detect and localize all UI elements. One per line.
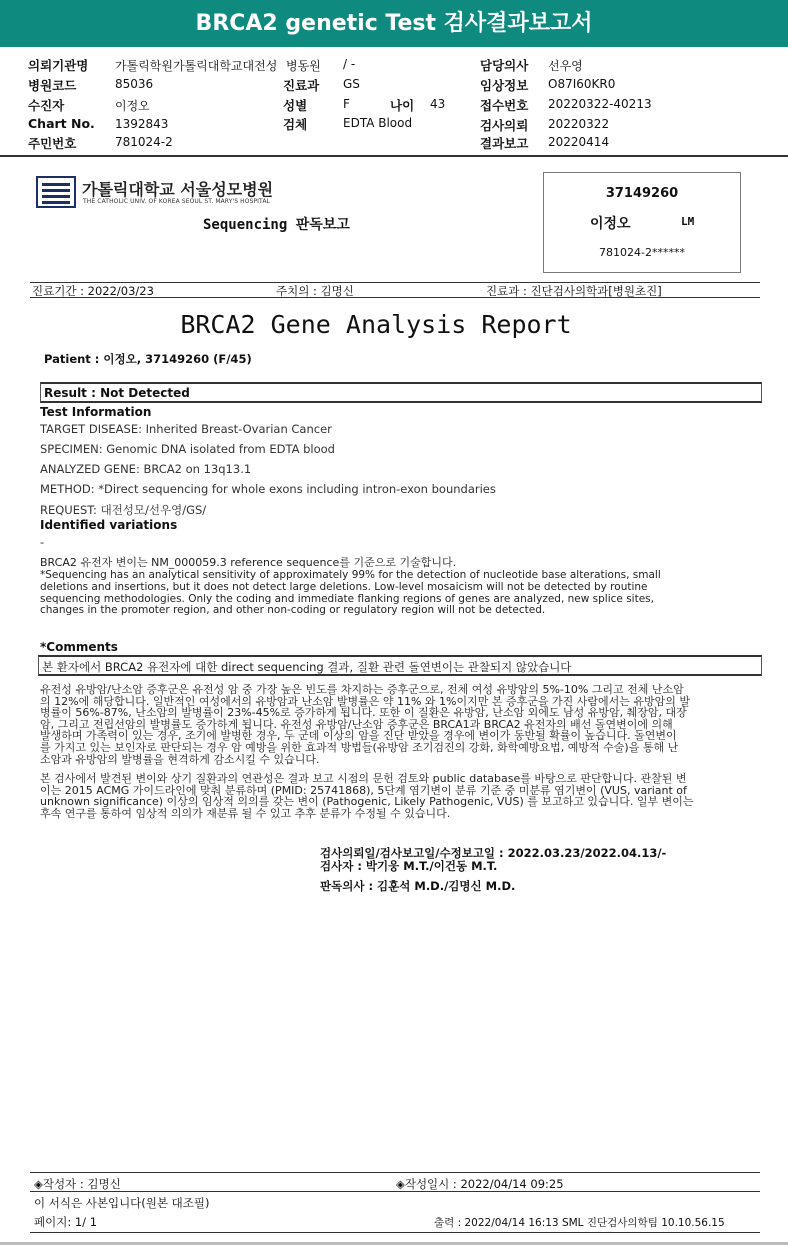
visit-period: 진료기간 : 2022/03/23 <box>32 284 154 298</box>
code-label: 병원코드 <box>28 78 77 93</box>
doctor-value: 선우영 <box>548 59 583 73</box>
paragraph-line: 이는 2015 ACMG 가이드라인에 맞춰 분류하며 (PMID: 25741868), 5단계 염기변이 분류 기준 중 미분류 염기변이 (VUS, variant of <box>40 783 687 797</box>
hospital-label: 의뢰기관명 <box>28 58 89 73</box>
patient-line: Patient : 이정오, 37149260 (F/45) <box>44 352 252 366</box>
dept-label: 진료과 <box>283 78 320 93</box>
sex-label: 성별 <box>283 98 308 113</box>
sequencing-note-2: deletions and insertions, but it does not detect large deletions. Low-level mosaicism will not be detected by routine <box>40 581 648 593</box>
visit-info-bar <box>30 282 760 298</box>
footer-divider-mid <box>30 1191 760 1192</box>
paragraph-line: 유전성 유방암/난소암 증후군은 유전성 암 중 가장 높은 빈도를 차지하는 증후군으로, 전체 여성 유방암의 5%-10% 그리고 전체 난소암 <box>40 683 684 696</box>
report-title: BRCA2 Gene Analysis Report <box>180 310 572 339</box>
paragraph-line: 암, 그리고 전립선암의 발병률도 증가하게 됩니다. 유전성 유방암/난소암 증후군은 BRCA1과 BRCA2 유전자의 배선 돌연변이에 의해 <box>40 717 673 731</box>
hospital-name: 가톨릭대학교 서울성모병원 <box>82 180 274 199</box>
specimen-label: 검체 <box>283 117 308 132</box>
target-disease: TARGET DISEASE: Inherited Breast-Ovarian Cancer <box>40 422 332 436</box>
chart-value: 1392843 <box>115 117 169 131</box>
variations-value: - <box>40 535 45 549</box>
comment-box <box>38 655 762 676</box>
specimen-value: EDTA Blood <box>343 116 413 130</box>
print-info: 출력 : 2022/04/14 16:13 SML 진단검사의학팀 10.10.56.15 <box>434 1217 725 1229</box>
footer-divider-top <box>30 1172 760 1173</box>
sequencing-note-3: sequencing methodologies. Only the coding and immediate flanking regions of genes are analyzed, new splice sites, <box>40 593 654 605</box>
paragraph-line: 발생하며 가족력이 있는 경우, 조기에 발병한 경우, 두 군데 이상의 암을 진단 받았을 경우에 변이가 동반될 확률이 높습니다. 돌연변이 <box>40 729 677 743</box>
author: ◈작성자 : 김명신 <box>34 1177 121 1191</box>
paragraph-line: 후속 연구를 통하여 임상적 의의가 재분류 될 수 있고 추후 분류가 수정될 수 있습니다. <box>40 806 451 820</box>
sequencing-title: Sequencing 판독보고 <box>203 217 350 233</box>
examiner: 검사자 : 박기웅 M.T./이건동 M.T. <box>320 859 498 873</box>
patient-value: 이정오 <box>115 99 150 113</box>
patient-box <box>543 172 741 273</box>
report-dates: 검사의뢰일/검사보고일/수정보고일 : 2022.03.23/2022.04.13/- <box>320 846 667 860</box>
request-value: 20220322 <box>548 117 610 131</box>
analyzed-gene: ANALYZED GENE: BRCA2 on 13q13.1 <box>40 462 252 476</box>
paragraph-line: 본 검사에서 발견된 변이와 상기 질환과의 연관성은 결과 보고 시점의 문헌 검토와 public database를 바탕으로 판단합니다. 관찰된 변 <box>40 772 687 785</box>
clinical-value: O87I60KR0 <box>548 77 616 91</box>
patient-code: LM <box>681 215 695 228</box>
reading-physician: 판독의사 : 김훈석 M.D./김명신 M.D. <box>320 879 516 893</box>
patient-resident: 781024-2****** <box>599 246 685 259</box>
code-value: 85036 <box>115 77 154 91</box>
sex-value: F <box>343 97 350 111</box>
visit-dept: 진료과 : 진단검사의학과[병원초진] <box>486 284 662 298</box>
age-label: 나이 <box>390 98 415 113</box>
report-date-label: 결과보고 <box>480 136 529 151</box>
sequencing-note-1: *Sequencing has an analytical sensitivity of approximately 99% for the detection of nucleotide base alterations, small <box>40 569 661 581</box>
request-info: REQUEST: 대전성모/선우영/GS/ <box>40 503 207 517</box>
report-banner: BRCA2 genetic Test 검사결과보고서 <box>0 0 788 47</box>
doctor-label: 담당의사 <box>480 58 529 73</box>
ward-value: / - <box>343 57 356 71</box>
paragraph-line: unknown significance) 이상의 임상적 의의를 갖는 변이 (Pathogenic, Likely Pathogenic, VUS) 를 보고하고 있습니다. 일부 변이는 <box>40 795 694 809</box>
comment-paragraph-1 <box>40 684 690 765</box>
specimen-info: SPECIMEN: Genomic DNA isolated from EDTA blood <box>40 442 335 456</box>
resident-value: 781024-2 <box>115 135 173 149</box>
method-info: METHOD: *Direct sequencing for whole exons including intron-exon boundaries <box>40 482 496 496</box>
result-text: Result : Not Detected <box>44 386 190 400</box>
copy-note: 이 서식은 사본입니다(원본 대조필) <box>34 1196 210 1210</box>
test-info-heading: Test Information <box>40 405 152 419</box>
age-value: 43 <box>430 97 446 111</box>
paragraph-line: 소암과 유방암의 발병률을 현격하게 감소시킬 수 있습니다. <box>40 752 320 766</box>
hospital-subtitle: THE CATHOLIC UNIV. OF KOREA SEOUL ST. MARY'S HOSPITAL <box>83 198 271 205</box>
request-label: 검사의뢰 <box>480 118 529 133</box>
paragraph-line: 를 가지고 있는 보인자로 판단되는 경우 암 예방을 위한 효과적 방법들(유방암 조기검진의 강화, 화학예방요법, 예방적 수술)을 통해 난 <box>40 740 679 754</box>
reference-note: BRCA2 유전자 변이는 NM_000059.3 reference sequence를 기준으로 기술합니다. <box>40 556 457 569</box>
written-date: ◈작성일시 : 2022/04/14 09:25 <box>396 1177 564 1191</box>
attending-physician: 주치의 : 김명신 <box>276 284 354 298</box>
sequencing-note-4: changes in the promoter region, and other non-coding or regulatory region will not be detected. <box>40 604 546 616</box>
paragraph-line: 병률이 56%-87%, 난소암의 발병률이 23%-45%로 증가하게 됩니다. 또한 이 질환은 유방암, 난소암 외에도 남성 유방암, 췌장암, 대장 <box>40 706 687 720</box>
patient-id: 37149260 <box>605 186 679 201</box>
hospital-value: 가톨릭학원가톨릭대학교대전성 <box>115 59 278 73</box>
header-divider <box>0 155 788 157</box>
comments-heading: *Comments <box>40 640 118 654</box>
patient-label: 수진자 <box>28 98 65 113</box>
clinical-label: 임상정보 <box>480 78 529 93</box>
report-date-value: 20220414 <box>548 135 610 149</box>
page-number: 페이지: 1/ 1 <box>34 1215 98 1229</box>
chart-label: Chart No. <box>28 116 95 131</box>
result-box <box>40 382 762 403</box>
dept-value: GS <box>343 77 360 91</box>
comment-paragraph-2 <box>40 773 694 819</box>
footer-divider-bottom <box>30 1232 760 1233</box>
patient-name: 이정오 <box>590 216 631 232</box>
resident-label: 주민번호 <box>28 136 77 151</box>
hospital-logo-icon <box>36 176 76 208</box>
paragraph-line: 의 12%에 해당합니다. 일반적인 여성에서의 유방암과 난소암 발병률은 약 11% 와 1%이지만 본 증후군을 가진 사람에서는 유방암의 발 <box>40 694 690 708</box>
receipt-label: 접수번호 <box>480 98 529 113</box>
comment-text: 본 환자에서 BRCA2 유전자에 대한 direct sequencing 결과, 질환 관련 돌연변이는 관찰되지 않았습니다 <box>42 660 572 674</box>
receipt-value: 20220322-40213 <box>548 97 652 111</box>
variations-heading: Identified variations <box>40 518 178 532</box>
ward-label: 병동원 <box>286 59 321 73</box>
